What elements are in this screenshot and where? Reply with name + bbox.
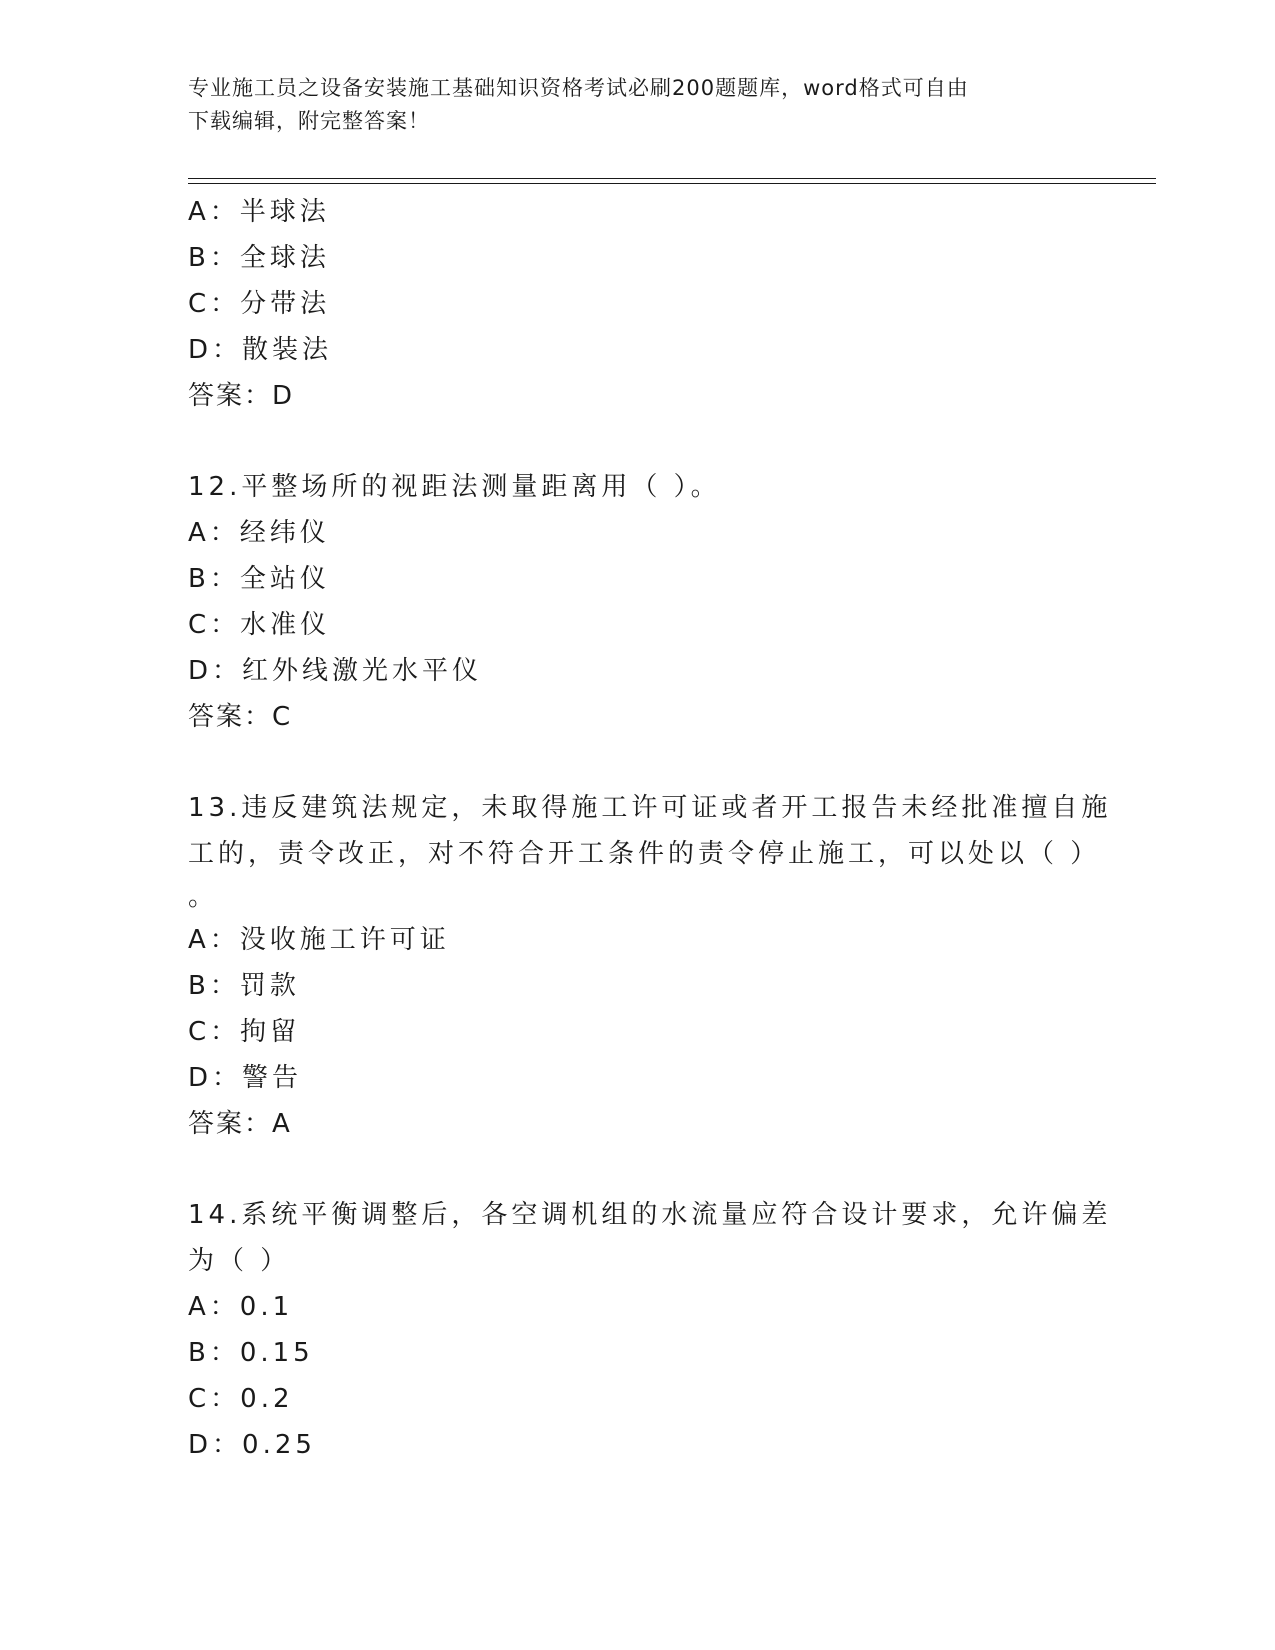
option-b: B：全站仪 bbox=[188, 564, 330, 594]
question-12 bbox=[188, 464, 1088, 740]
answer: 答案：D bbox=[188, 381, 295, 411]
answer: 答案：C bbox=[188, 702, 293, 732]
option-b: B：0.15 bbox=[188, 1338, 314, 1368]
option-a: A：经纬仪 bbox=[188, 518, 330, 548]
option-a: A：0.1 bbox=[188, 1292, 294, 1322]
option-d: D：红外线激光水平仪 bbox=[188, 656, 483, 686]
header-divider-bottom bbox=[188, 183, 1156, 184]
option-b: B：全球法 bbox=[188, 243, 330, 273]
question-stem-line-2: 工的，责令改正，对不符合开工条件的责令停止施工，可以处以（ ） bbox=[188, 839, 1101, 869]
question-stem-line-2: 为（ ） bbox=[188, 1246, 291, 1276]
option-d: D：警告 bbox=[188, 1063, 303, 1093]
option-c: C：拘留 bbox=[188, 1017, 301, 1047]
header-line-1: 专业施工员之设备安装施工基础知识资格考试必刷200题题库，word格式可自由 bbox=[188, 76, 969, 100]
spacer bbox=[188, 740, 1088, 785]
spacer bbox=[188, 1147, 1088, 1192]
option-c: C：0.2 bbox=[188, 1384, 294, 1414]
header-line-2: 下载编辑，附完整答案！ bbox=[188, 109, 430, 133]
option-a: A：半球法 bbox=[188, 197, 330, 227]
question-stem: 12.平整场所的视距法测量距离用（ ）。 bbox=[188, 472, 721, 502]
option-d: D：0.25 bbox=[188, 1430, 316, 1460]
question-list bbox=[188, 189, 1112, 1468]
option-b: B：罚款 bbox=[188, 971, 300, 1001]
header-divider-top bbox=[188, 178, 1156, 179]
option-d: D：散装法 bbox=[188, 335, 333, 365]
question-14 bbox=[188, 1192, 1112, 1468]
question-13 bbox=[188, 785, 1112, 1147]
answer: 答案：A bbox=[188, 1109, 292, 1139]
document-header bbox=[188, 72, 1068, 138]
question-11 bbox=[188, 189, 1088, 419]
question-stem-line-3: 。 bbox=[188, 882, 219, 912]
option-c: C：分带法 bbox=[188, 289, 331, 319]
spacer bbox=[188, 419, 1088, 464]
question-stem-line-1: 14.系统平衡调整后，各空调机组的水流量应符合设计要求，允许偏差 bbox=[188, 1200, 1112, 1230]
option-c: C：水准仪 bbox=[188, 610, 331, 640]
question-stem-line-1: 13.违反建筑法规定，未取得施工许可证或者开工报告未经批准擅自施 bbox=[188, 793, 1112, 823]
option-a: A：没收施工许可证 bbox=[188, 925, 450, 955]
